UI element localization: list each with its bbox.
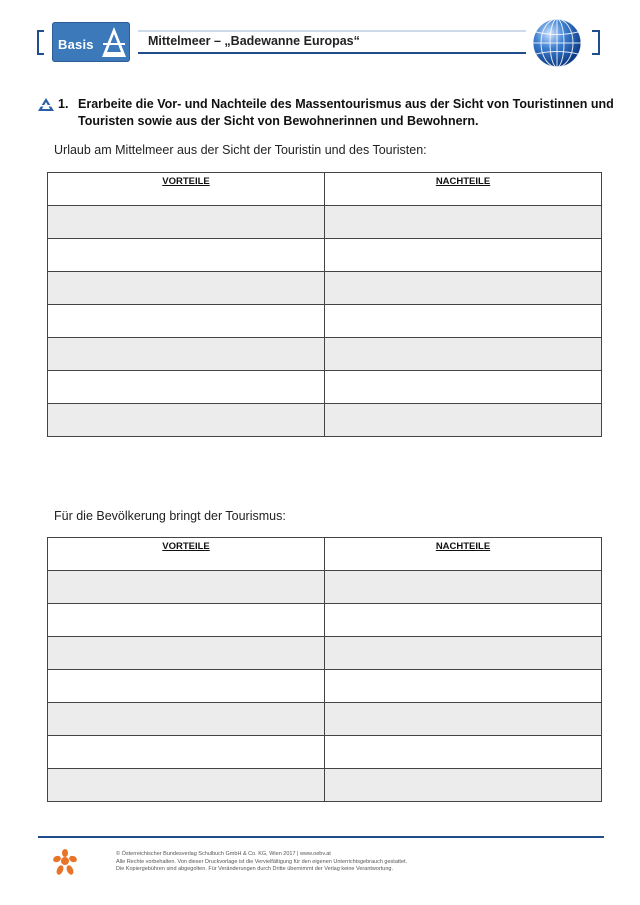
tourist-pros-cons-table [47, 172, 602, 437]
globe-icon [531, 17, 583, 69]
basis-badge-label: Basis [58, 37, 94, 52]
task-instruction: Erarbeite die Vor- und Nachteile des Massentourismus aus der Sicht von Touristinnen und Touristen sowie aus der Sicht von Bewohnerinnen und Bewohnern. [78, 97, 614, 128]
answer-cell-vorteile[interactable] [48, 404, 325, 437]
answer-cell-vorteile[interactable] [48, 571, 325, 604]
population-pros-cons-table [47, 537, 602, 802]
table-row [48, 206, 602, 239]
answer-cell-vorteile[interactable] [48, 736, 325, 769]
answer-cell-vorteile[interactable] [48, 703, 325, 736]
table-row [48, 404, 602, 437]
table-row [48, 305, 602, 338]
answer-cell-nachteile[interactable] [325, 670, 602, 703]
table-row [48, 736, 602, 769]
footer-divider [38, 836, 604, 838]
column-header-vorteile: VORTEILE [48, 538, 325, 571]
answer-cell-nachteile[interactable] [325, 239, 602, 272]
table-row [48, 239, 602, 272]
answer-cell-vorteile[interactable] [48, 272, 325, 305]
table-row [48, 338, 602, 371]
answer-cell-nachteile[interactable] [325, 338, 602, 371]
task-number: 1. [58, 97, 69, 111]
mountain-logo-icon [100, 24, 128, 60]
answer-cell-nachteile[interactable] [325, 769, 602, 802]
answer-cell-nachteile[interactable] [325, 404, 602, 437]
answer-cell-vorteile[interactable] [48, 338, 325, 371]
answer-cell-vorteile[interactable] [48, 305, 325, 338]
answer-cell-vorteile[interactable] [48, 239, 325, 272]
answer-cell-vorteile[interactable] [48, 604, 325, 637]
answer-cell-vorteile[interactable] [48, 769, 325, 802]
page-header [0, 0, 640, 80]
table-row [48, 769, 602, 802]
answer-cell-vorteile[interactable] [48, 371, 325, 404]
table-row [48, 272, 602, 305]
page-title: Mittelmeer – „Badewanne Europas“ [148, 34, 360, 48]
answer-cell-nachteile[interactable] [325, 305, 602, 338]
table-row [48, 703, 602, 736]
copyright-notice [116, 851, 586, 874]
section2-intro: Für die Bevölkerung bringt der Tourismus: [54, 509, 286, 523]
copyright-line-2: Alle Rechte vorbehalten. Von dieser Druckvorlage ist die Vervielfältigung für den eigenen Unterrichtsgebrauch gestattet. [116, 858, 408, 865]
table-row [48, 604, 602, 637]
table-row [48, 670, 602, 703]
column-header-nachteile: NACHTEILE [325, 173, 602, 206]
copyright-line-1: © Österreichischer Bundesverlag Schulbuch GmbH & Co. KG, Wien 2017 | www.oebv.at [116, 851, 331, 857]
table-row [48, 371, 602, 404]
publisher-logo-icon [52, 848, 78, 878]
answer-cell-nachteile[interactable] [325, 736, 602, 769]
answer-cell-nachteile[interactable] [325, 604, 602, 637]
section1-intro: Urlaub am Mittelmeer aus der Sicht der Touristin und des Touristen: [54, 143, 427, 157]
answer-cell-vorteile[interactable] [48, 670, 325, 703]
answer-cell-nachteile[interactable] [325, 703, 602, 736]
column-header-nachteile: NACHTEILE [325, 538, 602, 571]
table-row [48, 571, 602, 604]
column-header-vorteile: VORTEILE [48, 173, 325, 206]
copyright-line-3: Die Kopiergebühren sind abgegolten. Für Veränderungen durch Dritte übernimmt der Verlag keine Verantwortung. [116, 866, 394, 872]
answer-cell-nachteile[interactable] [325, 206, 602, 239]
answer-cell-nachteile[interactable] [325, 371, 602, 404]
answer-cell-nachteile[interactable] [325, 637, 602, 670]
answer-cell-vorteile[interactable] [48, 637, 325, 670]
answer-cell-nachteile[interactable] [325, 571, 602, 604]
table-row [48, 637, 602, 670]
mountain-level-icon [38, 98, 54, 111]
answer-cell-vorteile[interactable] [48, 206, 325, 239]
answer-cell-nachteile[interactable] [325, 272, 602, 305]
